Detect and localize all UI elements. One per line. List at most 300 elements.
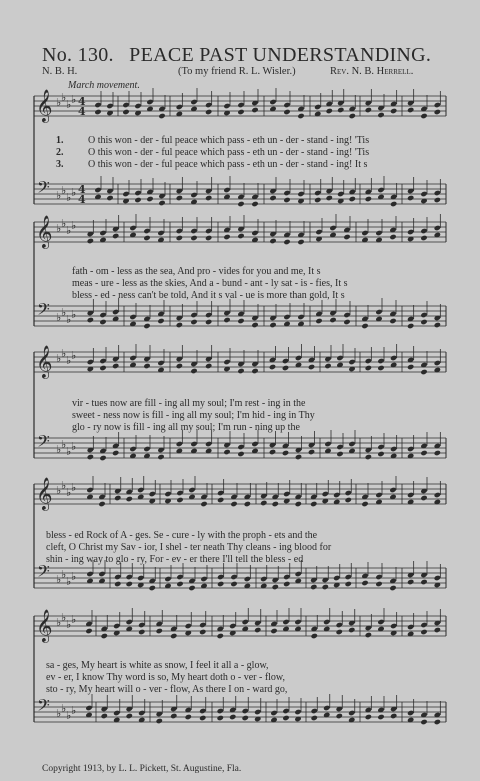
note-head (87, 317, 94, 323)
note-head (283, 197, 290, 203)
note-head (420, 113, 427, 119)
note-head (217, 633, 224, 639)
note-head (190, 99, 197, 105)
note-head (164, 491, 171, 497)
note-head (333, 492, 340, 498)
note-head (407, 446, 414, 452)
note-head (375, 574, 382, 580)
note-head (434, 225, 441, 231)
note-head (126, 496, 133, 502)
note-head (129, 446, 136, 452)
note-head (377, 444, 384, 450)
note-head (283, 190, 290, 196)
bass-clef: 𝄢 (37, 695, 50, 719)
note-head (205, 102, 212, 108)
note-head (242, 708, 249, 714)
note-head (270, 628, 277, 634)
flat-sign: ♭ (56, 222, 62, 235)
note-head (311, 715, 318, 721)
note-head (158, 113, 165, 119)
note-head (365, 632, 372, 638)
note-head (434, 360, 441, 366)
verse-number: 3. (56, 159, 64, 170)
bass-clef: 𝄢 (37, 431, 50, 455)
note-head (389, 234, 396, 240)
note-head (420, 369, 427, 375)
note-head (85, 628, 92, 634)
flat-sign: ♭ (66, 98, 72, 111)
note-head (230, 501, 237, 507)
note-head (157, 454, 164, 460)
flat-sign: ♭ (66, 445, 72, 458)
note-head (326, 108, 333, 114)
note-head (434, 719, 441, 725)
note-head (337, 107, 344, 113)
note-head (112, 363, 119, 369)
note-head (223, 234, 230, 240)
note-head (114, 495, 121, 501)
note-head (349, 196, 356, 202)
note-head (254, 627, 261, 633)
note-head (420, 629, 427, 635)
note-head (199, 715, 206, 721)
note-head (205, 312, 212, 318)
note-head (434, 322, 441, 328)
note-head (101, 713, 108, 719)
note-head (377, 358, 384, 364)
note-head (113, 710, 120, 716)
note-head (94, 102, 101, 108)
note-head (205, 363, 212, 369)
flat-sign: ♭ (61, 568, 67, 581)
note-head (269, 364, 276, 370)
note-head (420, 495, 427, 501)
note-head (282, 450, 289, 456)
note-head (345, 490, 352, 496)
note-head (420, 191, 427, 197)
treble-clef: 𝄞 (36, 477, 53, 510)
hymn-title: PEACE PAST UNDERSTANDING. (129, 44, 432, 66)
lyric-line: sweet - ness now is fill - ing all my soul; I'm hid - ing in Thy (72, 410, 315, 421)
note-head (269, 449, 276, 455)
note-head (223, 359, 230, 365)
note-head (269, 322, 276, 328)
note-head (112, 233, 119, 239)
note-head (251, 368, 258, 374)
note-head (377, 187, 384, 193)
note-head (349, 113, 356, 119)
flat-sign: ♭ (61, 438, 67, 451)
lyric-line: shin - ing way to glo - ry, For - ev - er there I'll tell the bless - ed (46, 554, 304, 565)
note-head (283, 574, 290, 580)
note-head (200, 501, 207, 507)
note-head (314, 197, 321, 203)
note-head (407, 492, 414, 498)
note-head (295, 501, 302, 507)
note-head (333, 575, 340, 581)
note-head (260, 576, 267, 582)
note-head (143, 363, 150, 369)
note-head (229, 714, 236, 720)
note-head (283, 491, 290, 497)
note-head (176, 490, 183, 496)
note-head (420, 579, 427, 585)
flat-sign: ♭ (66, 709, 72, 722)
note-head (143, 228, 150, 234)
note-head (324, 441, 331, 447)
lyric-line: cleft, O Christ my Sav - ior, I shel - ter neath Thy cleans - ing blood for (46, 542, 332, 553)
note-head (156, 718, 163, 724)
note-head (94, 187, 101, 193)
note-head (348, 710, 355, 716)
note-head (129, 355, 136, 361)
bass-clef: 𝄢 (37, 177, 50, 201)
note-head (223, 317, 230, 323)
note-head (230, 574, 237, 580)
note-head (217, 574, 224, 580)
flat-sign: ♭ (56, 707, 62, 720)
lyric-line: O this won - der - ful peace which pass - eth un - der - stand - ing! 'Tis (88, 147, 370, 158)
note-head (199, 708, 206, 714)
flat-sign: ♭ (66, 191, 72, 204)
note-head (375, 309, 382, 315)
note-head (190, 319, 197, 325)
note-head (336, 355, 343, 361)
note-head (87, 454, 94, 460)
note-head (237, 368, 244, 374)
flat-sign: ♭ (71, 704, 77, 717)
note-head (176, 574, 183, 580)
note-head (217, 581, 224, 587)
note-head (176, 363, 183, 369)
note-head (311, 708, 318, 714)
note-head (283, 102, 290, 108)
note-head (217, 715, 224, 721)
note-head (269, 99, 276, 105)
lyric-line: bless - ed Rock of A - ges. Se - cure - ly with the proph - ets and the (46, 530, 318, 541)
note-head (315, 318, 322, 324)
note-head (282, 619, 289, 625)
note-head (188, 585, 195, 591)
flat-sign: ♭ (71, 219, 77, 232)
note-head (190, 228, 197, 234)
note-head (310, 501, 317, 507)
note-head (407, 323, 414, 329)
note-head (223, 103, 230, 109)
note-head (420, 450, 427, 456)
composer: Rev. N. B. Herrell. (330, 66, 414, 77)
lyric-line: glo - ry now is fill - ing all my soul; I'm run - ning up the (72, 422, 300, 433)
note-head (190, 235, 197, 241)
note-head (223, 187, 230, 193)
note-head (295, 571, 302, 577)
note-head (375, 581, 382, 587)
note-head (85, 705, 92, 711)
note-head (176, 581, 183, 587)
note-head (377, 451, 384, 457)
note-head (297, 239, 304, 245)
note-head (420, 228, 427, 234)
note-head (176, 441, 183, 447)
note-head (282, 715, 289, 721)
note-head (272, 501, 279, 507)
note-head (361, 230, 368, 236)
note-head (237, 102, 244, 108)
note-head (365, 196, 372, 202)
note-head (420, 319, 427, 325)
note-head (94, 109, 101, 115)
note-head (297, 314, 304, 320)
flat-sign: ♭ (56, 311, 62, 324)
note-head (377, 714, 384, 720)
note-head (170, 713, 177, 719)
note-head (143, 235, 150, 241)
time-signature-digit: 4 (78, 105, 86, 118)
note-head (122, 102, 129, 108)
flat-sign: ♭ (66, 575, 72, 588)
note-head (185, 623, 192, 629)
flat-sign: ♭ (61, 479, 67, 492)
time-signature-digit: 4 (78, 193, 86, 206)
note-head (251, 322, 258, 328)
time-signature-digit: 4 (78, 183, 86, 196)
flat-sign: ♭ (61, 347, 67, 360)
note-head (337, 191, 344, 197)
note-head (295, 355, 302, 361)
note-head (217, 708, 224, 714)
flat-sign: ♭ (66, 313, 72, 326)
note-head (157, 318, 164, 324)
note-head (329, 317, 336, 323)
note-head (190, 312, 197, 318)
note-head (434, 450, 441, 456)
flat-sign: ♭ (61, 184, 67, 197)
note-head (137, 575, 144, 581)
note-head (176, 235, 183, 241)
note-head (282, 358, 289, 364)
note-head (390, 201, 397, 207)
note-head (242, 619, 249, 625)
note-head (200, 576, 207, 582)
note-head (314, 190, 321, 196)
hymn-number: No. 130. (42, 44, 114, 66)
note-head (138, 622, 145, 628)
note-head (389, 585, 396, 591)
note-head (143, 323, 150, 329)
note-head (269, 238, 276, 244)
note-head (99, 312, 106, 318)
note-head (99, 358, 106, 364)
note-head (407, 579, 414, 585)
note-head (176, 104, 183, 110)
lyric-line: fath - om - less as the sea, And pro - vides for you and me, It s (72, 266, 321, 277)
lyric-line: ev - er, I know Thy word is so, My heart doth o - ver - flow, (46, 672, 285, 683)
note-head (99, 230, 106, 236)
note-head (176, 497, 183, 503)
note-head (295, 454, 302, 460)
time-signature-digit: 4 (78, 95, 86, 108)
note-head (205, 441, 212, 447)
note-head (113, 623, 120, 629)
verse-number: 2. (56, 147, 64, 158)
note-head (297, 191, 304, 197)
lyric-line: O this won - der - ful peace which pass - eth un - der - stand - ing! It s (88, 159, 368, 170)
verse-number: 1. (56, 135, 64, 146)
note-head (237, 318, 244, 324)
note-head (323, 705, 330, 711)
note-head (86, 571, 93, 577)
note-head (310, 584, 317, 590)
note-head (244, 501, 251, 507)
note-head (345, 581, 352, 587)
note-head (176, 195, 183, 201)
note-head (134, 197, 141, 203)
note-head (343, 312, 350, 318)
note-head (390, 108, 397, 114)
flat-sign: ♭ (71, 440, 77, 453)
bass-clef: 𝄢 (37, 299, 50, 323)
note-head (205, 235, 212, 241)
note-head (199, 622, 206, 628)
note-head (336, 629, 343, 635)
dedication: (To my friend R. L. Wisler.) (178, 66, 296, 77)
note-head (269, 195, 276, 201)
flat-sign: ♭ (71, 613, 77, 626)
note-head (112, 309, 119, 315)
flat-sign: ♭ (56, 352, 62, 365)
note-head (86, 487, 93, 493)
note-head (390, 623, 397, 629)
note-head (420, 622, 427, 628)
note-head (251, 201, 258, 207)
note-head (122, 109, 129, 115)
note-head (434, 492, 441, 498)
note-head (420, 312, 427, 318)
note-head (282, 708, 289, 714)
note-head (251, 441, 258, 447)
flat-sign: ♭ (66, 354, 72, 367)
note-head (129, 225, 136, 231)
note-head (146, 196, 153, 202)
note-head (434, 190, 441, 196)
note-head (348, 441, 355, 447)
note-head (170, 633, 177, 639)
note-head (434, 109, 441, 115)
note-head (294, 709, 301, 715)
note-head (361, 580, 368, 586)
note-head (407, 624, 414, 630)
note-head (106, 195, 113, 201)
note-head (106, 103, 113, 109)
note-head (229, 623, 236, 629)
note-head (322, 491, 329, 497)
note-head (308, 364, 315, 370)
note-head (98, 501, 105, 507)
note-head (223, 449, 230, 455)
note-head (164, 576, 171, 582)
note-head (308, 449, 315, 455)
note-head (129, 314, 136, 320)
note-head (190, 368, 197, 374)
note-head (98, 571, 105, 577)
note-head (149, 585, 156, 591)
note-head (217, 490, 224, 496)
note-head (407, 364, 414, 370)
note-head (114, 581, 121, 587)
author-initials: N. B. H. (42, 66, 78, 77)
note-head (149, 491, 156, 497)
note-head (365, 454, 372, 460)
note-head (336, 444, 343, 450)
note-head (217, 497, 224, 503)
note-head (434, 102, 441, 108)
note-head (365, 358, 372, 364)
note-head (324, 363, 331, 369)
note-head (205, 319, 212, 325)
note-head (138, 710, 145, 716)
note-head (237, 451, 244, 457)
lyric-line: O this won - der - ful peace which pass - eth un - der - stand - ing! 'Tis (88, 135, 370, 146)
flat-sign: ♭ (61, 91, 67, 104)
lyric-line: sto - ry, My heart will o - ver - flow, As there I on - ward go, (46, 684, 288, 695)
note-head (242, 715, 249, 721)
note-head (365, 365, 372, 371)
note-head (176, 322, 183, 328)
note-head (205, 228, 212, 234)
note-head (407, 107, 414, 113)
note-head (434, 627, 441, 633)
flat-sign: ♭ (71, 570, 77, 583)
lyric-line: bless - ed - ness can't be told, And it s val - ue is more than gold, It s (72, 290, 345, 301)
note-head (99, 319, 106, 325)
note-head (407, 195, 414, 201)
note-head (390, 713, 397, 719)
flat-sign: ♭ (56, 573, 62, 586)
note-head (283, 239, 290, 245)
note-head (185, 714, 192, 720)
note-head (205, 109, 212, 115)
flat-sign: ♭ (71, 481, 77, 494)
note-head (137, 487, 144, 493)
flat-sign: ♭ (56, 189, 62, 202)
note-head (361, 501, 368, 507)
note-head (336, 622, 343, 628)
note-head (377, 619, 384, 625)
note-head (244, 576, 251, 582)
flat-sign: ♭ (71, 349, 77, 362)
note-head (101, 633, 108, 639)
note-head (314, 104, 321, 110)
flat-sign: ♭ (71, 308, 77, 321)
note-head (199, 629, 206, 635)
note-head (99, 455, 106, 461)
flat-sign: ♭ (71, 186, 77, 199)
note-head (87, 238, 94, 244)
note-head (343, 234, 350, 240)
note-head (336, 451, 343, 457)
note-head (345, 497, 352, 503)
note-head (270, 710, 277, 716)
note-head (377, 112, 384, 118)
note-head (348, 359, 355, 365)
note-head (375, 230, 382, 236)
note-head (322, 584, 329, 590)
note-head (112, 450, 119, 456)
lyric-line: sa - ges, My heart is white as snow, I feel it all a - glow, (46, 660, 269, 671)
note-head (126, 619, 133, 625)
flat-sign: ♭ (61, 611, 67, 624)
note-head (114, 574, 121, 580)
